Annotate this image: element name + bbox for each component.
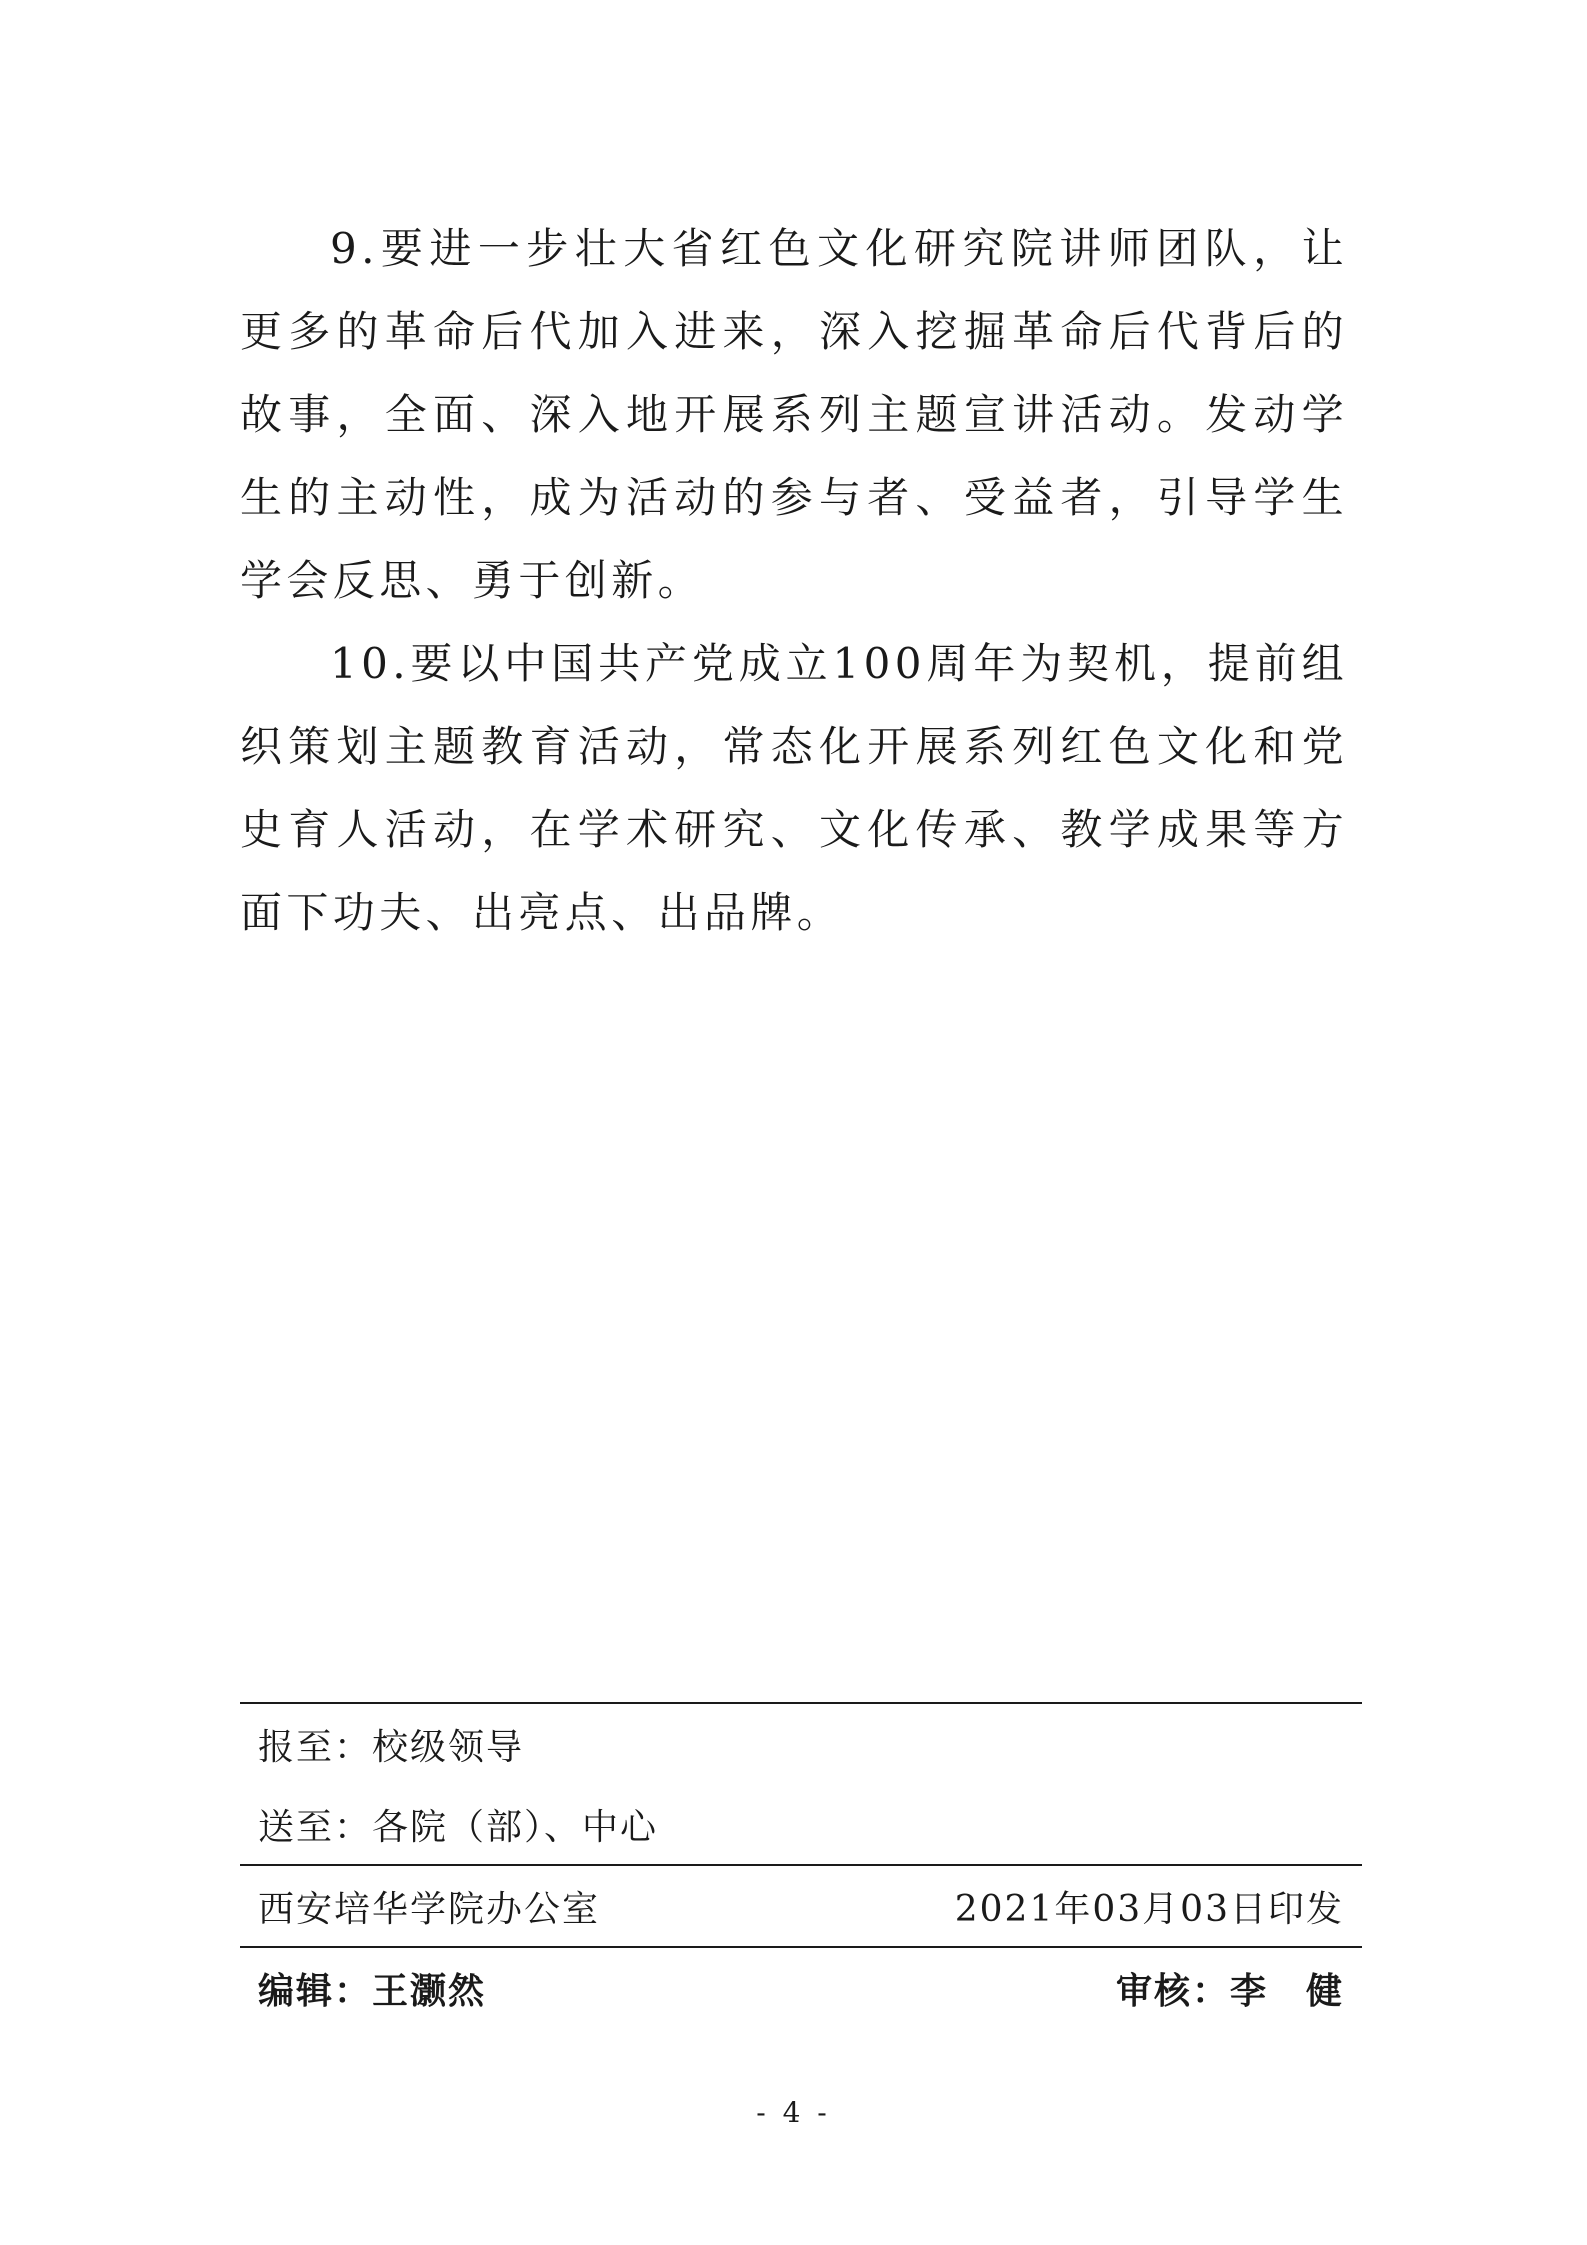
send-to: 送至：各院（部）、中心 <box>258 1806 659 1848</box>
report-to: 报至：校级领导 <box>258 1726 525 1768</box>
issuer: 西安培华学院办公室 <box>258 1888 601 1930</box>
paragraph-9: 9.要进一步壮大省红色文化研究院讲师团队，让更多的革命后代加入进来，深入挖掘革命后代背后的故事，全面、深入地开展系列主题宣讲活动。发动学生的主动性，成为活动的参与者、受益者，引导学生学会反思、勇于创新。 <box>240 224 1348 605</box>
editor-row <box>240 1948 1362 2028</box>
distribution-block <box>240 1702 1362 2028</box>
send-to-row <box>240 1784 1362 1864</box>
issuer-row <box>240 1866 1362 1946</box>
issue-date: 2021年03月03日印发 <box>954 1888 1344 1930</box>
report-to-row <box>240 1704 1362 1784</box>
body-text <box>240 207 1348 954</box>
paragraph-10: 10.要以中国共产党成立100周年为契机，提前组织策划主题教育活动，常态化开展系列红色文化和党史育人活动，在学术研究、文化传承、教学成果等方面下功夫、出亮点、出品牌。 <box>240 639 1348 937</box>
editor: 编辑：王灏然 <box>258 1970 487 2012</box>
page-number: - 4 - <box>756 2096 831 2129</box>
reviewer: 审核：李 健 <box>1115 1970 1344 2012</box>
